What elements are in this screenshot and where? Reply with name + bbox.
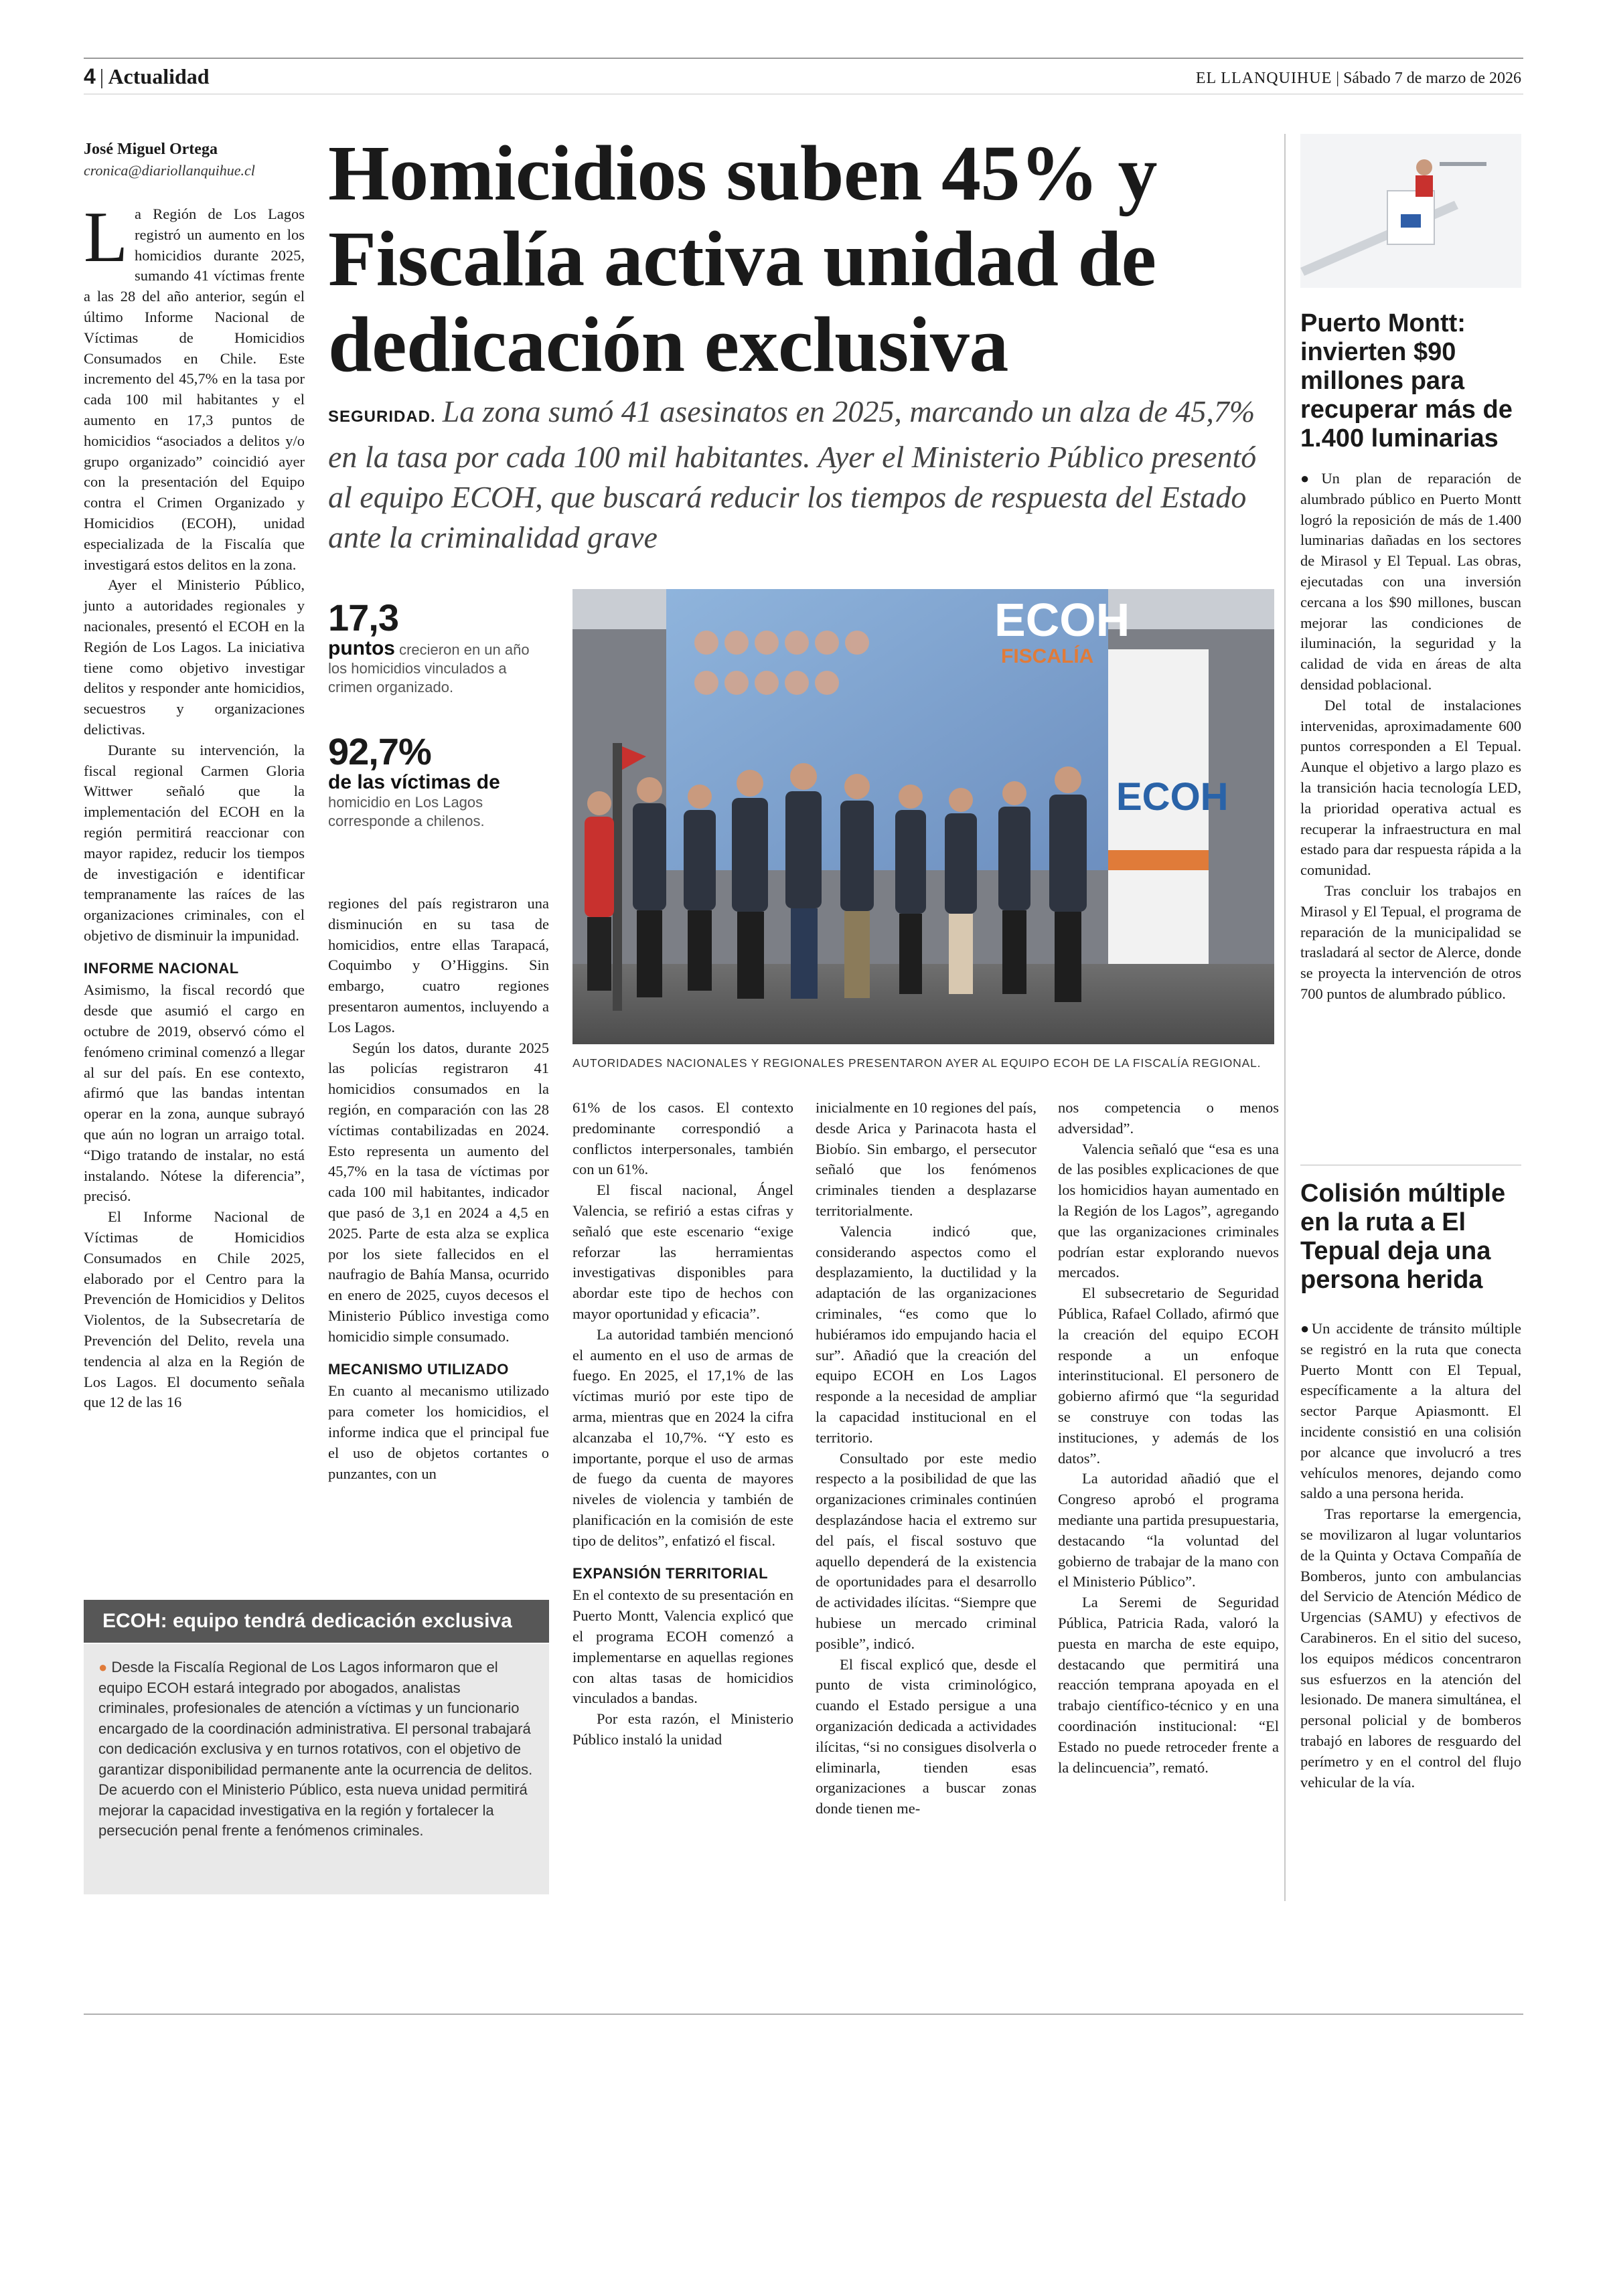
- paragraph: La autoridad también mencionó el aumento en el uso de armas de fuego. En 2025, el 17,1% de las víctimas murió por este tipo de arma, mientras que en 2024 la cifra alcanzaba el 10,7%. “Y esto es importante, porque el uso de armas de fuego da cuenta de mayores niveles de violencia y también de planificación en la comisión de este tipo de delitos”, enfatizó el fiscal.: [572, 1325, 793, 1549]
- screen-title: ECOH: [994, 594, 1130, 646]
- event-photo: [572, 589, 1274, 1044]
- section-header: 4 | Actualidad: [84, 64, 210, 88]
- paragraph: Tras concluir los trabajos en Mirasol y El Tepual, el programa de reparación de la municipalidad se trasladará al sector de Alerce, donde se proyecta la intervención de otros 700 puntos de alumbrado público.: [1300, 882, 1521, 1002]
- sidebar-photo: [1300, 134, 1521, 288]
- paragraph: Valencia señaló que “esa es una de las posibles explicaciones de que los homicidios hayan aumentado en la Región de los Lagos”, agregando que las organizaciones criminales podrían estar explorando nuevos mercados.: [1058, 1140, 1279, 1281]
- column-2: [328, 894, 549, 1484]
- subheading: MECANISMO UTILIZADO: [328, 1360, 509, 1378]
- stat-label: puntos crecieron en un año los homicidios vinculados a crimen organizado.: [328, 637, 530, 695]
- paragraph: Según los datos, durante 2025 las policías registraron 41 homicidios consumados en la región, en comparación con las 28 víctimas contabilizadas en 2024. Esto representa un aumento del 45,7% en la tasa de víctimas por cada 100 mil habitantes, indicador que pasó de 3,1 en 2024 a 4,5 en 2025. Parte de esta alza se explica por los siete fallecidos en el naufragio de Bahía Mansa, ocurrido en enero de 2025, cuyos decesos el Ministerio Público investiga como homicidio simple consumado.: [328, 1039, 549, 1345]
- stat-label: de las víctimas de homicidio en Los Lagos corresponde a chilenos.: [328, 771, 500, 829]
- paragraph: Un plan de reparación de alumbrado público en Puerto Montt logró la reposición de más de 1.400 luminarias dañadas en los sectores de Mirasol y El Tepual. Las obras, ejecutadas con una inversión cercana a los $90 millones, buscan mejorar las condiciones de iluminación, la seguridad y la calidad de vida en áreas de alta densidad poblacional.: [1300, 470, 1521, 693]
- sidebar-headline-1: Puerto Montt: invierten $90 millones para recuperar más de 1.400 luminarias: [1300, 309, 1513, 453]
- paragraph: La Seremi de Seguridad Pública, Patricia Rada, valoró la puesta en marcha de este equipo, destacando que permitirá una reacción temprana apoyada en el trabajo científico-técnico y en una coordinación institucional: “El Estado no puede retroceder frente a la delincuencia”, remató.: [1058, 1594, 1279, 1776]
- subheading: EXPANSIÓN TERRITORIAL: [572, 1564, 769, 1582]
- sidebar-story-2: [1300, 1319, 1521, 1793]
- column-1: [84, 197, 305, 1413]
- photo-caption: AUTORIDADES NACIONALES Y REGIONALES PRESENTARON AYER AL EQUIPO ECOH DE LA FISCALÍA REGIONAL.: [572, 1056, 1261, 1070]
- stat-number: 17,3: [328, 596, 398, 639]
- deck-kicker: SEGURIDAD.: [328, 408, 436, 426]
- author-email[interactable]: cronica@diariollanquihue.cl: [84, 162, 255, 179]
- deck-text: La zona sumó 41 asesinatos en 2025, marcando un alza de 45,7% en la tasa por cada 100 mil habitantes. Ayer el Ministerio Público presentó al equipo ECOH, que buscará reducir los tiempos de respuesta del Estado ante la criminalidad grave: [328, 394, 1257, 554]
- paragraph: Consultado por este medio respecto a la posibilidad de que las organizaciones criminales continúen desplazándose hacia el extremo sur del país, el fiscal sostuvo que aquello dependerá de la existencia de oportunidades para el desarrollo de actividades ilícitas. “Siempre que hubiese un mercado criminal posible”, indicó.: [816, 1449, 1037, 1652]
- paragraph: El fiscal explicó que, desde el punto de vista criminológico, cuando el Estado persigue a una organización dedicada a actividades ilícitas, “si no consigues disolverla o eliminarla, tienden esas organizaciones a buscar zonas donde tienen me-: [816, 1655, 1037, 1817]
- paragraph: Un accidente de tránsito múltiple se registró en la ruta que conecta Puerto Montt con El Tepual, específicamente a la altura del sector Parque Apiasmontt. El incidente consistió en una colisión por alcance que involucró a tres vehículos menores, dejando como saldo a una persona herida.: [1300, 1320, 1521, 1502]
- paragraph: El Informe Nacional de Víctimas de Homicidios Consumados en Chile 2025, elaborado por el Centro para la Prevención de Homicidios y Delitos Violentos, de la Subsecretaría de Prevención del Delito, revela una tendencia al alza en la Región de Los Lagos. El documento señala que 12 de las 16: [84, 1208, 305, 1411]
- paragraph: La autoridad añadió que el Congreso aprobó el programa mediante una partida presupuestaria, destacando “la voluntad del gobierno de trabajar de la mano con el Ministerio Público”.: [1058, 1470, 1279, 1590]
- paragraph: Asimismo, la fiscal recordó que desde que asumió el cargo en octubre de 2019, observó cómo el fenómeno criminal comenzó a llegar al sur del país. En ese contexto, afirmó que las bandas intentan operar en la zona, aunque subrayó que aún no logran un arraigo total. “Digo tratando de instalar, no está instalando. Nótese la diferencia”, precisó.: [84, 981, 305, 1205]
- main-headline: Homicidios suben 45% y Fiscalía activa unidad de dedicación exclusiva: [328, 129, 1158, 388]
- stat-block-1: [328, 596, 549, 697]
- issue-date: Sábado 7 de marzo de 2026: [1343, 70, 1521, 87]
- paragraph: Ayer el Ministerio Público, junto a autoridades regionales y nacionales, presentó el ECOH en la Región de Los Lagos. La iniciativa tiene como objetivo investigar delitos y responder ante homicidios, secuestros y organizaciones delictivas.: [84, 576, 305, 738]
- stat-number: 92,7%: [328, 730, 431, 772]
- paragraph: nos competencia o menos adversidad”.: [1058, 1099, 1279, 1137]
- standing-banner: [1108, 649, 1209, 997]
- info-box-title: ECOH: equipo tendrá dedicación exclusiva: [84, 1600, 549, 1643]
- bullet-icon: ●: [1300, 470, 1322, 487]
- banner-text: ECOH: [1116, 775, 1229, 819]
- paragraph: inicialmente en 10 regiones del país, desde Arica y Parinacota hasta el Biobío. Sin embargo, el persecutor señaló que los fenómenos criminales tienden a desplazarse territorialmente.: [816, 1099, 1037, 1219]
- column-4: [816, 1098, 1037, 1819]
- paragraph: Del total de instalaciones intervenidas, aproximadamente 600 puntos corresponden a El Tepual. Aunque el objetivo a largo plazo es la transición hacia tecnología LED, la prioridad operativa actual es recuperar la infraestructura en mal estado para dar respuesta rápida a la comunidad.: [1300, 696, 1521, 879]
- paragraph: Durante su intervención, la fiscal regional Carmen Gloria Wittwer señaló que la implementación del ECOH en la región permitirá reaccionar con mayor rapidez, reducir los tiempos de investigación e identificar tempranamente las raíces de las organizaciones criminales, con el objetivo de disminuir la impunidad.: [84, 741, 305, 944]
- stat-block-2: [328, 730, 549, 831]
- page-number: 4: [84, 64, 96, 88]
- info-box: [84, 1644, 549, 1894]
- info-box-text: Desde la Fiscalía Regional de Los Lagos informaron que el equipo ECOH estará integrado por abogados, analistas criminales, profesionales de atención a víctimas y un funcionario encargado de la coordinación administrativa. El personal trabajará con dedicación exclusiva y en turnos rotativos, con el objetivo de garantizar disponibilidad permanente ante la ocurrencia de delitos. De acuerdo con el Ministerio Público, esta nueva unidad permitirá mejorar la capacidad investigativa en la región y fortalecer la persecución penal frente a fenómenos criminales.: [98, 1659, 533, 1839]
- paragraph: 61% de los casos. El contexto predominante correspondió a conflictos interpersonales, también con un 61%.: [572, 1099, 793, 1178]
- sidebar-headline-2: Colisión múltiple en la ruta a El Tepual deja una persona herida: [1300, 1179, 1506, 1294]
- column-3: [572, 1098, 793, 1750]
- bullet-icon: ●: [98, 1659, 108, 1675]
- crane-lift-illustration: [1300, 134, 1521, 288]
- paragraph: En cuanto al mecanismo utilizado para cometer los homicidios, el informe indica que el principal fue el uso de objetos cortantes o punzantes, con un: [328, 1382, 549, 1482]
- author-name: José Miguel Ortega: [84, 141, 218, 158]
- paragraph: El fiscal nacional, Ángel Valencia, se refirió a estas cifras y señaló que este escenario “exige reforzar las herramientas investigativas disponibles para abordar este tipo de hechos con mayor oportunidad y eficacia”.: [572, 1181, 793, 1322]
- screen-subtitle: FISCALÍA: [1001, 645, 1094, 667]
- paragraph: a Región de Los Lagos registró un aumento en los homicidios durante 2025, sumando 41 víctimas frente a las 28 del año anterior, según el último Informe Nacional de Víctimas de Homicidios Consumados en Chile. Este incremento del 45,7% en la tasa por cada 100 mil habitantes y el aumento en 17,3 puntos de homicidios “asociados a delitos y/o grupo organizado” coincidió ayer con la presentación del Equipo contra el Crimen Organizado y Homicidios (ECOH), unidad especializada de la Fiscalía que investigará estos delitos en la zona.: [84, 206, 305, 573]
- subheading: INFORME NACIONAL: [84, 959, 239, 977]
- column-5: [1058, 1098, 1279, 1778]
- masthead-info: EL LLANQUIHUE | Sábado 7 de marzo de 2026: [1195, 70, 1521, 87]
- sidebar-story-1: [1300, 469, 1521, 1005]
- bottom-rule: [84, 2014, 1523, 2015]
- paragraph: El subsecretario de Seguridad Pública, Rafael Collado, afirmó que la creación del equipo ECOH responde a un enfoque interinstitucional. El personero de gobierno afirmó que “la seguridad se construye con todas las instituciones, y además de los datos”.: [1058, 1285, 1279, 1467]
- group-photo-illustration: [572, 589, 1274, 1044]
- bullet-icon: ●: [1300, 1320, 1312, 1337]
- paragraph: Por esta razón, el Ministerio Público instaló la unidad: [572, 1710, 793, 1748]
- top-rule: [84, 58, 1523, 59]
- article-deck: [328, 392, 1279, 558]
- section-name: Actualidad: [108, 64, 210, 88]
- drop-cap: L: [84, 197, 128, 277]
- paragraph: regiones del país registraron una disminución en su tasa de homicidios, entre ellas Tarapacá, Coquimbo y O’Higgins. Sin embargo, cuatro regiones presentaron aumentos, incluyendo a Los Lagos.: [328, 895, 549, 1036]
- paragraph: Valencia indicó que, considerando aspectos como el desplazamiento, la ductilidad y la adaptación de las organizaciones criminales, “es como que lo hubiéramos ido empujando hacia el sur”. Añadió que la creación del equipo ECOH en Los Lagos responde a la necesidad de ampliar la capacidad institucional en el territorio.: [816, 1222, 1037, 1446]
- paragraph: En el contexto de su presentación en Puerto Montt, Valencia explicó que el programa ECOH comenzó a implementarse en aquellas regiones con altas tasas de homicidios vinculados a bandas.: [572, 1586, 793, 1707]
- newspaper-name: EL LLANQUIHUE: [1195, 70, 1332, 87]
- paragraph: Tras reportarse la emergencia, se movilizaron al lugar voluntarios de la Quinta y Octava Compañía de Bomberos, junto con ambulancias del Servicio de Atención Médico de Urgencias (SAMU) y efectivos de Carabineros. En el sitio del suceso, los equipos médicos concentraron sus esfuerzos en la atención del lesionado. De manera simultánea, el personal policial y de bomberos trabajó en labores de resguardo del perímetro y en el control del flujo vehicular de la vía.: [1300, 1505, 1521, 1791]
- sidebar-divider: [1284, 134, 1286, 1901]
